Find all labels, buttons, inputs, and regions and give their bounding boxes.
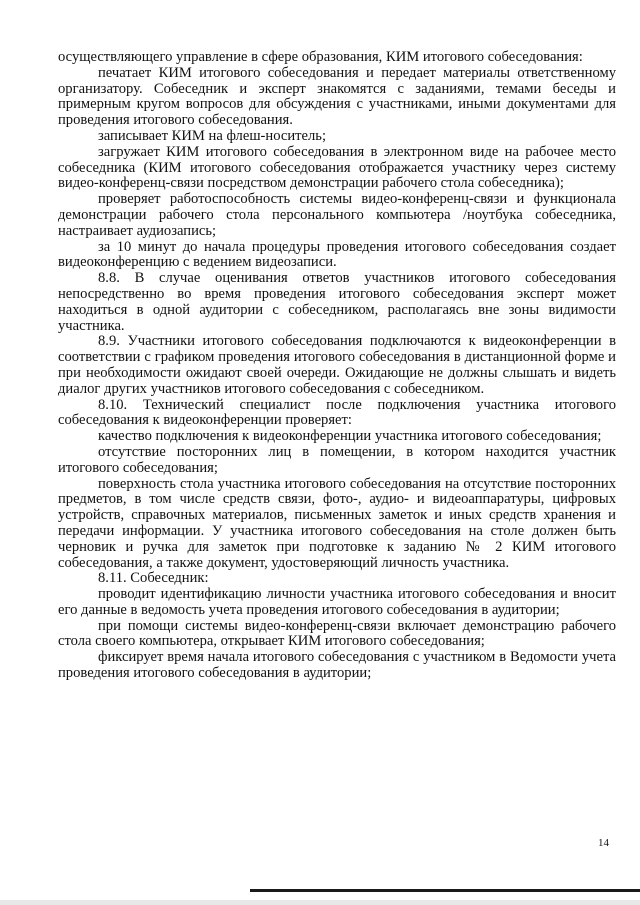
paragraph: 8.11. Собеседник: xyxy=(98,570,209,587)
document-body xyxy=(58,50,616,682)
paragraph: поверхность стола участника итогового собеседования на отсутствие посторонних предметов, в том числе средств связи, фото-, аудио- и видеоаппаратуры, цифровых устройств, справочных материалов, письменных заметок и иных средств хранения и передачи информации. У участника итогового собеседования на столе должен быть черновик и ручка для заметок при подготовке к заданию № 2 КИМ итогового собеседования, а также документ, удостоверяющий личность участника. xyxy=(58,475,616,571)
paragraph: осуществляющего управление в сфере образования, КИМ итогового собеседования: xyxy=(58,49,583,65)
scan-edge-margin xyxy=(0,900,640,905)
scan-edge-shadow xyxy=(250,889,640,892)
paragraph: при помощи системы видео-конференц-связи включает демонстрацию рабочего стола своего компьютера, открывает КИМ итогового собеседования; xyxy=(58,617,616,650)
paragraph: фиксирует время начала итогового собеседования с участником в Ведомости учета проведения итогового собеседования в аудитории; xyxy=(58,649,616,682)
paragraph: печатает КИМ итогового собеседования и передает материалы ответственному организатору. Собеседник и эксперт знакомятся с заданиями, темами беседы и примерным кругом вопросов для обсуждения с участниками, иными документами для проведения итогового собеседования. xyxy=(58,64,616,129)
paragraph: за 10 минут до начала процедуры проведения итогового собеседования создает видеоконференцию с ведением видеозаписи. xyxy=(58,238,616,271)
page-number: 14 xyxy=(598,837,609,849)
paragraph: качество подключения к видеоконференции участника итогового собеседования; xyxy=(98,428,602,445)
paragraph: проверяет работоспособность системы видео-конференц-связи и функционала демонстрации рабочего стола персонального компьютера /ноутбука собеседника, настраивает аудиозапись; xyxy=(58,191,616,239)
paragraph: 8.8. В случае оценивания ответов участников итогового собеседования непосредственно во время проведения итогового собеседования эксперт может находиться в одной аудитории с собеседником, располагаясь вне зоны видимости участника. xyxy=(58,270,616,334)
paragraph: 8.10. Технический специалист после подключения участника итогового собеседования к видеоконференции проверяет: xyxy=(58,396,616,429)
paragraph: записывает КИМ на флеш-носитель; xyxy=(98,127,327,144)
paragraph: отсутствие посторонних лиц в помещении, в котором находится участник итогового собеседования; xyxy=(58,443,616,476)
paragraph: 8.9. Участники итогового собеседования подключаются к видеоконференции в соответствии с графиком проведения итогового собеседования в дистанционной форме и при необходимости ожидают своей очереди. Ожидающие не должны слышать и видеть диалог других участников итогового собеседования с собеседником. xyxy=(58,333,616,397)
paragraph: загружает КИМ итогового собеседования в электронном виде на рабочее место собеседника (КИМ итогового собеседования отображается участнику через систему видео-конференц-связи посредством демонстрации рабочего стола собеседника); xyxy=(58,143,616,192)
paragraph: проводит идентификацию личности участника итогового собеседования и вносит его данные в ведомость учета проведения итогового собеседования в аудитории; xyxy=(58,586,616,618)
